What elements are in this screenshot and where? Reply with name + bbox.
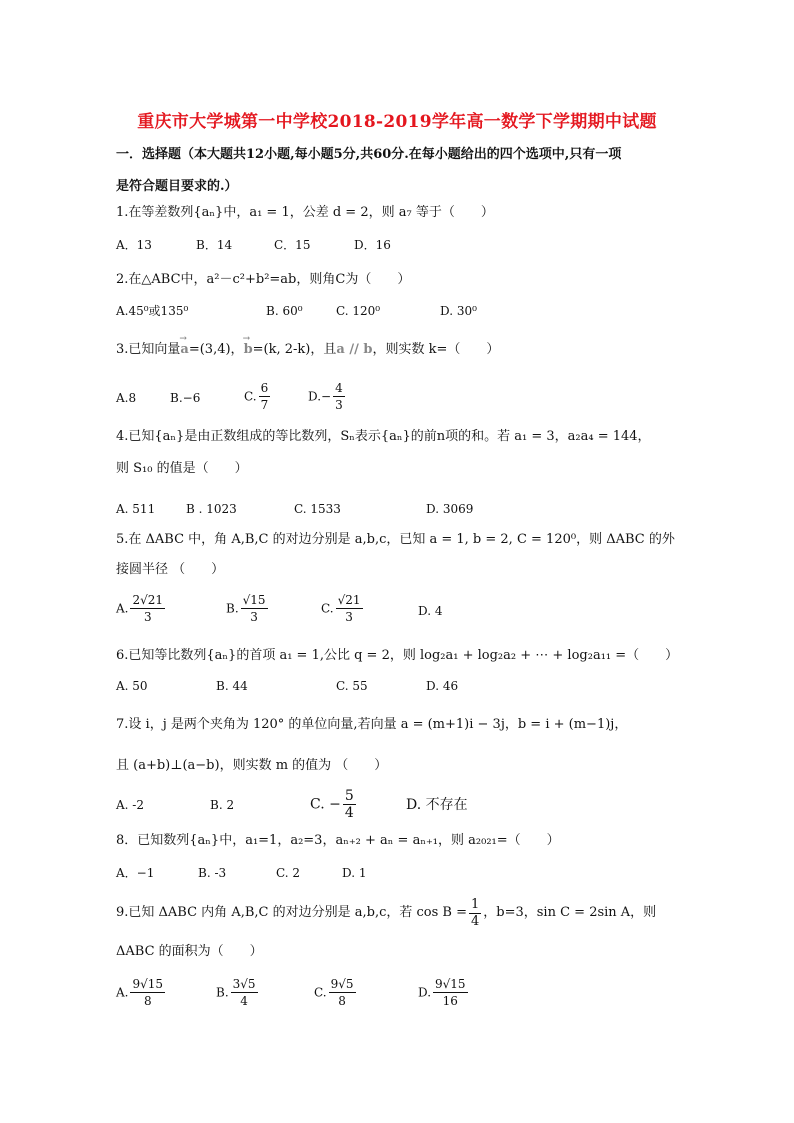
option-c-label: C. (321, 601, 334, 616)
question-7-stem-line1: 7.设 i，j 是两个夹角为 120° 的单位向量,若向量 a = (m+1)i − 3j，b = i + (m−1)j， (116, 717, 628, 732)
option-c: C. 120⁰ (336, 304, 381, 318)
numerator: 4 (335, 381, 343, 395)
option-b: B. 44 (216, 679, 248, 693)
option-a: A. 511 (116, 502, 156, 516)
option-a: A.45⁰或135⁰ (116, 304, 189, 318)
question-3-stem (116, 341, 499, 359)
option-a: A. 50 (116, 679, 148, 693)
denominator: 16 (442, 994, 458, 1008)
q3-text-e: ，则实数 k=（ ） (372, 342, 500, 357)
numerator: 3√5 (232, 977, 256, 991)
question-4-stem-line2: 则 S₁₀ 的值是（ ） (116, 461, 248, 476)
option-a-label: A. (116, 601, 129, 616)
denominator: 7 (260, 398, 269, 412)
vector-b: → b (244, 341, 253, 359)
question-9-stem-line1 (116, 895, 656, 932)
fraction (433, 976, 468, 1009)
option-c: C. 2 (276, 866, 301, 880)
option-c (321, 592, 365, 625)
fraction (130, 976, 165, 1009)
option-b-label: B. (216, 985, 229, 1000)
numerator: 6 (260, 381, 269, 395)
section-heading-line1: 一．选择题（本大题共12小题,每小题5分,共60分.在每小题给出的四个选项中,只有一项 (116, 147, 622, 162)
option-b: B．14 (196, 238, 233, 252)
numerator: 5 (344, 788, 354, 804)
option-a: A．13 (116, 238, 152, 252)
option-d: D. 30⁰ (440, 304, 477, 318)
option-b: B.−6 (170, 391, 201, 405)
question-8-stem: 8．已知数列{aₙ}中，a₁=1，a₂=3，aₙ₊₂ + aₙ = aₙ₊₁，则 a₂₀₂₁=（ ） (116, 833, 560, 848)
denominator: 4 (240, 994, 248, 1008)
denominator: 4 (470, 913, 480, 929)
denominator: 4 (344, 805, 354, 821)
fraction (231, 976, 258, 1009)
option-d-label: D. (418, 985, 432, 1000)
denominator: 8 (338, 994, 346, 1008)
fraction (329, 976, 356, 1009)
q3-text-b: =(3,4)， (188, 342, 244, 357)
parallel-condition: a // b (336, 342, 373, 357)
option-b: B. 60⁰ (266, 304, 303, 318)
option-a-label: A. (116, 985, 129, 1000)
option-a: A．−1 (116, 866, 155, 880)
option-d: D．16 (354, 238, 391, 252)
question-6-stem: 6.已知等比数列{aₙ}的首项 a₁ = 1,公比 q = 2，则 log₂a₁ + log₂a₂ + ⋯ + log₂a₁₁ =（ ） (116, 648, 679, 663)
q9-text-a: 9.已知 ΔABC 内角 A,B,C 的对边分别是 a,b,c，若 cos B = (116, 905, 467, 920)
denominator: 3 (143, 610, 152, 624)
fraction (130, 592, 165, 625)
option-b (216, 976, 260, 1009)
option-a (116, 592, 167, 625)
option-d: D. 46 (426, 679, 459, 693)
fraction (336, 592, 363, 625)
question-1-stem: 1.在等差数列{aₙ}中，a₁ = 1，公差 d = 2，则 a₇ 等于（ ） (116, 205, 494, 220)
fraction (333, 380, 345, 413)
denominator: 8 (143, 994, 152, 1008)
numerator: √21 (337, 593, 361, 607)
option-d: D. 1 (342, 866, 367, 880)
page-title: 重庆市大学城第一中学校2018-2019学年高一数学下学期期中试题 (137, 112, 657, 132)
numerator: 9√5 (330, 977, 354, 991)
option-c (244, 380, 272, 413)
option-c (310, 788, 358, 821)
question-5-stem-line2: 接圆半径 （ ） (116, 562, 225, 577)
fraction (259, 380, 271, 413)
numerator: 9√15 (435, 977, 466, 991)
question-4-stem-line1: 4.已知{aₙ}是由正数组成的等比数列，Sₙ表示{aₙ}的前n项的和。若 a₁ = 3，a₂a₄ = 144， (116, 429, 651, 444)
option-c (314, 976, 358, 1009)
denominator: 3 (345, 610, 353, 624)
denominator: 3 (335, 398, 343, 412)
option-c: C．15 (274, 238, 311, 252)
option-c-label: C. (244, 389, 257, 404)
option-b: B . 1023 (186, 502, 237, 516)
fraction (343, 788, 356, 821)
section-heading-line2: 是符合题目要求的.） (116, 179, 238, 194)
q3-text-a: 3.已知向量 (116, 342, 181, 357)
fraction (241, 592, 268, 625)
question-7-stem-line2: 且 (a+b)⊥(a−b)，则实数 m 的值为 （ ） (116, 758, 388, 773)
question-5-stem-line1: 5.在 ΔABC 中，角 A,B,C 的对边分别是 a,b,c，已知 a = 1, b = 2, C = 120⁰，则 ΔABC 的外 (116, 532, 675, 547)
option-a: A.8 (116, 391, 137, 405)
option-b: B. -3 (198, 866, 227, 880)
cos-fraction (469, 897, 481, 930)
question-2-stem: 2.在△ABC中，a²－c²+b²=ab，则角C为（ ） (116, 272, 411, 287)
option-d (308, 380, 347, 413)
q9-text-b: ，b=3，sin C = 2sin A，则 (483, 905, 657, 920)
option-d: D. 4 (418, 604, 443, 618)
option-d: D. 3069 (426, 502, 474, 516)
option-d (418, 976, 470, 1009)
option-c: C. 1533 (294, 502, 341, 516)
numerator: 2√21 (132, 593, 164, 607)
vector-a: → a (180, 341, 188, 359)
option-c-label: C. − (310, 796, 341, 813)
option-d: D. 不存在 (406, 797, 468, 813)
option-b-label: B. (226, 601, 239, 616)
denominator: 3 (250, 610, 258, 624)
q3-text-c: =(k, 2-k)，且 (252, 342, 337, 357)
question-9-stem-line2: ΔABC 的面积为（ ） (116, 944, 263, 959)
option-c-label: C. (314, 985, 327, 1000)
numerator: 9√15 (132, 977, 164, 991)
option-d-label: D.− (308, 389, 332, 404)
option-b: B. 2 (210, 798, 235, 812)
option-c: C. 55 (336, 679, 368, 693)
option-b (226, 592, 270, 625)
numerator: 1 (470, 896, 480, 912)
option-a: A. -2 (116, 798, 144, 812)
option-a (116, 976, 167, 1009)
numerator: √15 (242, 593, 266, 607)
